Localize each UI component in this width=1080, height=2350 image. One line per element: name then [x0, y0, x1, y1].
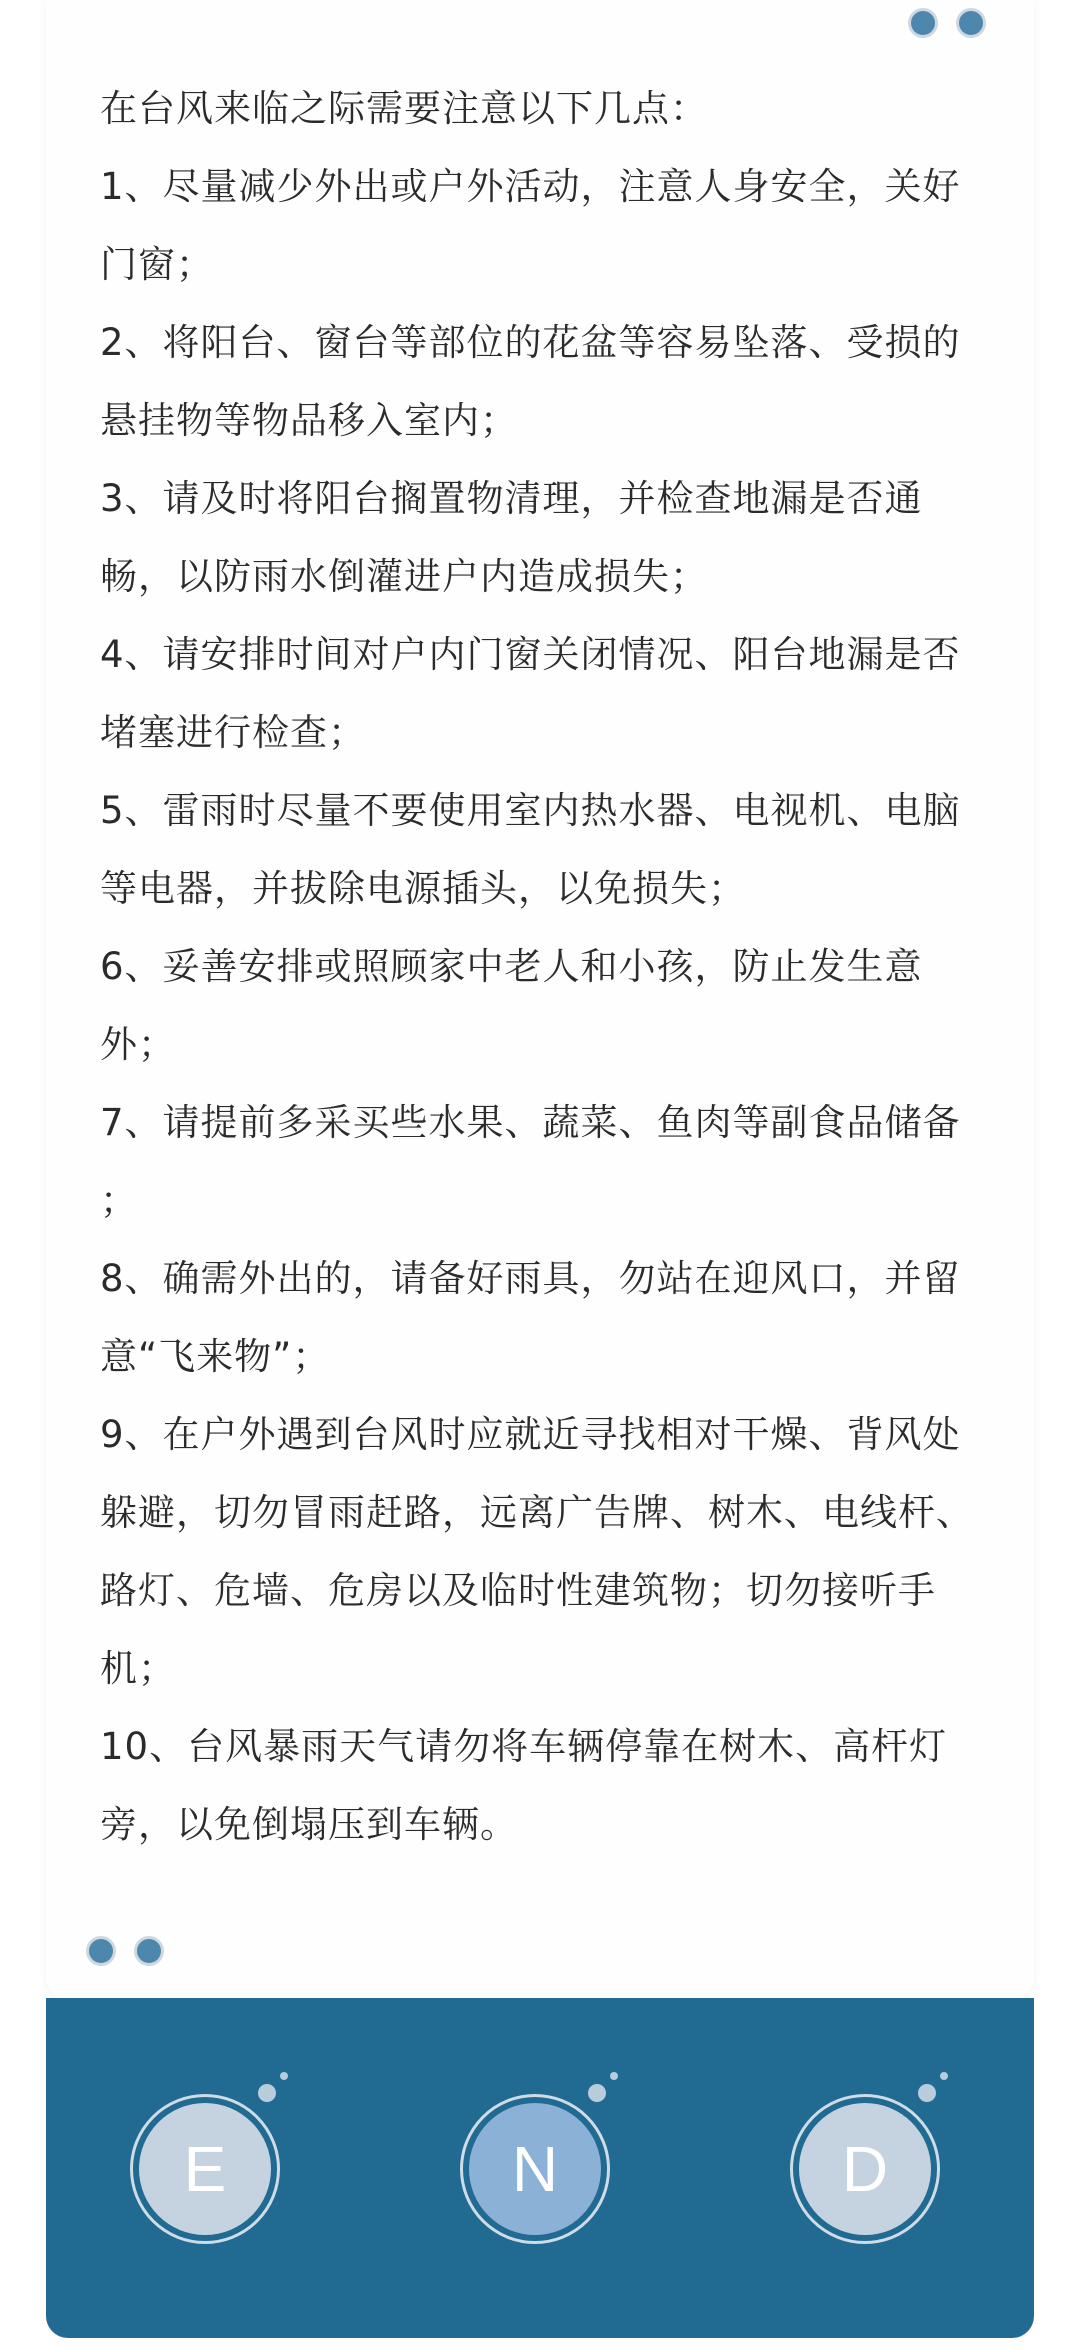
end-footer	[46, 1998, 1034, 2338]
list-item-3: 3、请及时将阳台搁置物清理，并检查地漏是否通畅，以防雨水倒灌进户内造成损失；	[100, 477, 923, 598]
bubble-icon	[588, 2084, 606, 2102]
decorative-dot	[956, 8, 986, 38]
intro-text: 在台风来临之际需要注意以下几点：	[100, 87, 708, 130]
list-item-4: 4、请安排时间对户内门窗关闭情况、阳台地漏是否堵塞进行检查；	[100, 633, 961, 754]
badge-letter: N	[469, 2103, 601, 2235]
decorative-dot	[134, 1936, 164, 1966]
decorative-dot	[86, 1936, 116, 1966]
list-item-1: 1、尽量减少外出或户外活动，注意人身安全，关好门窗；	[100, 165, 961, 286]
list-item-6: 6、妥善安排或照顾家中老人和小孩，防止发生意外；	[100, 945, 923, 1066]
bubble-icon	[940, 2072, 948, 2080]
list-item-10: 10、台风暴雨天气请勿将车辆停靠在树木、高杆灯旁，以免倒塌压到车辆。	[100, 1725, 948, 1846]
end-badge-n	[460, 2094, 610, 2244]
list-item-8: 8、确需外出的，请备好雨具，勿站在迎风口，并留意“飞来物”；	[100, 1257, 961, 1378]
list-item-7: 7、请提前多采买些水果、蔬菜、鱼肉等副食品储备 ；	[100, 1101, 961, 1222]
badge-letter: D	[799, 2103, 931, 2235]
list-item-9: 9、在户外遇到台风时应就近寻找相对干燥、背风处躲避，切勿冒雨赶路，远离广告牌、树木、电线杆、路灯、危墙、危房以及临时性建筑物；切勿接听手机；	[100, 1413, 974, 1690]
article-body	[100, 70, 980, 1864]
badge-letter: E	[139, 2103, 271, 2235]
end-badge-e	[130, 2094, 280, 2244]
decorative-dot	[908, 8, 938, 38]
bubble-icon	[918, 2084, 936, 2102]
end-badge-d	[790, 2094, 940, 2244]
list-item-2: 2、将阳台、窗台等部位的花盆等容易坠落、受损的悬挂物等物品移入室内；	[100, 321, 961, 442]
bubble-icon	[280, 2072, 288, 2080]
list-item-5: 5、雷雨时尽量不要使用室内热水器、电视机、电脑等电器，并拔除电源插头，以免损失；	[100, 789, 961, 910]
bubble-icon	[258, 2084, 276, 2102]
bubble-icon	[610, 2072, 618, 2080]
